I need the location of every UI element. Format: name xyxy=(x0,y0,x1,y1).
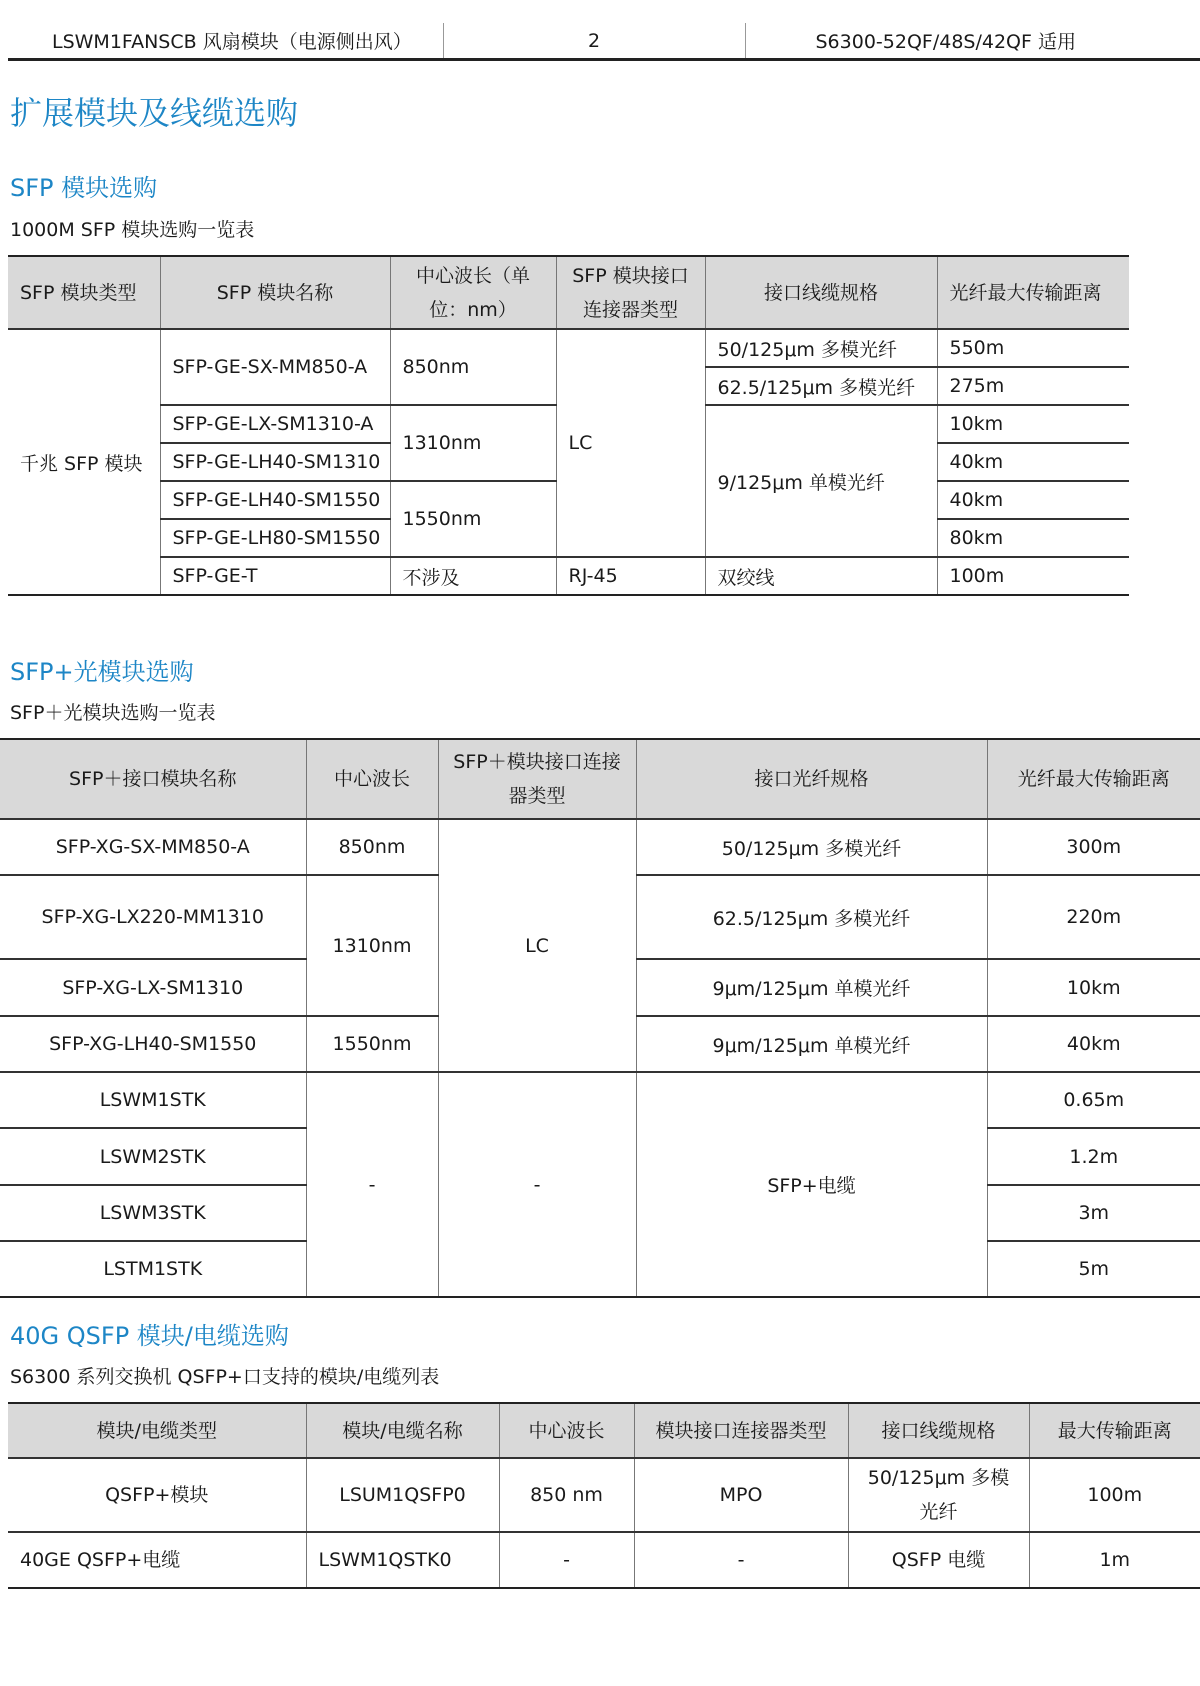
wavelength-cell: - xyxy=(499,1532,634,1588)
cable-cell: 9μm/125μm 单模光纤 xyxy=(636,959,987,1016)
wavelength-cell: 1550nm xyxy=(306,1016,438,1072)
column-header: 最大传输距离 xyxy=(1029,1403,1200,1458)
column-header: 模块接口连接器类型 xyxy=(634,1403,848,1458)
page-number: 2 xyxy=(443,23,745,60)
connector-cell: - xyxy=(438,1072,636,1297)
page-title: 扩展模块及线缆选购 xyxy=(10,94,299,132)
column-header: 接口光纤规格 xyxy=(636,739,987,819)
table-row xyxy=(8,557,1129,595)
module-name-cell: SFP-GE-LH40-SM1310 xyxy=(160,443,390,481)
section-heading-sfp: SFP 模块选购 xyxy=(10,174,158,202)
section-heading-sfp-plus: SFP+光模块选购 xyxy=(10,658,194,686)
module-type-cell: 千兆 SFP 模块 xyxy=(8,329,160,595)
distance-cell: 100m xyxy=(937,557,1129,595)
cable-cell: 62.5/125μm 多模光纤 xyxy=(705,367,937,405)
module-name-cell: LSTM1STK xyxy=(0,1241,306,1297)
cable-cell: 50/125μm 多模光纤 xyxy=(705,329,937,367)
wavelength-cell: - xyxy=(306,1072,438,1297)
connector-cell: MPO xyxy=(634,1458,848,1532)
column-header: 中心波长 xyxy=(499,1403,634,1458)
wavelength-cell: 1550nm xyxy=(390,481,556,557)
column-header: 光纤最大传输距离 xyxy=(987,739,1200,819)
wavelength-cell: 不涉及 xyxy=(390,557,556,595)
connector-cell: - xyxy=(634,1532,848,1588)
wavelength-cell: 850 nm xyxy=(499,1458,634,1532)
module-name-cell: SFP-GE-LH40-SM1550 xyxy=(160,481,390,519)
column-header: SFP 模块接口连接器类型 xyxy=(556,256,705,329)
distance-cell: 1.2m xyxy=(987,1128,1200,1185)
cable-cell: SFP+电缆 xyxy=(636,1072,987,1297)
wavelength-cell: 850nm xyxy=(390,329,556,405)
column-header: 中心波长 xyxy=(306,739,438,819)
module-name-cell: SFP-XG-LH40-SM1550 xyxy=(0,1016,306,1072)
table-caption-qsfp: S6300 系列交换机 QSFP+口支持的模块/电缆列表 xyxy=(10,1366,440,1388)
table-row xyxy=(8,1458,1200,1532)
cable-cell: 50/125μm 多模光纤 xyxy=(848,1458,1029,1532)
table-row xyxy=(8,1532,1200,1588)
sfp-plus-module-table xyxy=(0,738,1200,1298)
module-type-cell: 40GE QSFP+电缆 xyxy=(8,1532,306,1588)
wavelength-cell: 1310nm xyxy=(306,875,438,1016)
qsfp-module-table xyxy=(8,1402,1200,1589)
header-applies-to: S6300-52QF/48S/42QF 适用 xyxy=(745,23,1200,60)
column-header: SFP＋模块接口连接器类型 xyxy=(438,739,636,819)
distance-cell: 220m xyxy=(987,875,1200,959)
module-name-cell: SFP-GE-LH80-SM1550 xyxy=(160,519,390,557)
module-name-cell: SFP-XG-SX-MM850-A xyxy=(0,819,306,875)
table-caption-sfp-plus: SFP＋光模块选购一览表 xyxy=(10,702,216,724)
distance-cell: 300m xyxy=(987,819,1200,875)
distance-cell: 1m xyxy=(1029,1532,1200,1588)
column-header: 光纤最大传输距离 xyxy=(937,256,1129,329)
distance-cell: 10km xyxy=(937,405,1129,443)
connector-cell: LC xyxy=(438,819,636,1072)
distance-cell: 0.65m xyxy=(987,1072,1200,1128)
module-name-cell: SFP-GE-T xyxy=(160,557,390,595)
table-row xyxy=(0,819,1200,875)
module-type-cell: QSFP+模块 xyxy=(8,1458,306,1532)
distance-cell: 275m xyxy=(937,367,1129,405)
module-name-cell: LSUM1QSFP0 xyxy=(306,1458,499,1532)
distance-cell: 40km xyxy=(937,481,1129,519)
module-name-cell: LSWM1STK xyxy=(0,1072,306,1128)
distance-cell: 40km xyxy=(937,443,1129,481)
distance-cell: 550m xyxy=(937,329,1129,367)
wavelength-cell: 850nm xyxy=(306,819,438,875)
module-name-cell: SFP-XG-LX-SM1310 xyxy=(0,959,306,1016)
module-name-cell: SFP-GE-SX-MM850-A xyxy=(160,329,390,405)
cable-cell: 50/125μm 多模光纤 xyxy=(636,819,987,875)
sfp-module-table xyxy=(8,255,1129,596)
column-header: SFP 模块类型 xyxy=(8,256,160,329)
header-product: LSWM1FANSCB 风扇模块（电源侧出风） xyxy=(8,23,443,60)
module-name-cell: SFP-XG-LX220-MM1310 xyxy=(0,875,306,959)
column-header: SFP 模块名称 xyxy=(160,256,390,329)
section-heading-qsfp: 40G QSFP 模块/电缆选购 xyxy=(10,1322,289,1350)
module-name-cell: SFP-GE-LX-SM1310-A xyxy=(160,405,390,443)
distance-cell: 3m xyxy=(987,1185,1200,1241)
cable-cell: 双绞线 xyxy=(705,557,937,595)
connector-cell: RJ-45 xyxy=(556,557,705,595)
module-name-cell: LSWM2STK xyxy=(0,1128,306,1185)
cable-cell: QSFP 电缆 xyxy=(848,1532,1029,1588)
distance-cell: 100m xyxy=(1029,1458,1200,1532)
column-header: 中心波长（单位：nm） xyxy=(390,256,556,329)
distance-cell: 5m xyxy=(987,1241,1200,1297)
wavelength-cell: 1310nm xyxy=(390,405,556,481)
cable-cell: 9μm/125μm 单模光纤 xyxy=(636,1016,987,1072)
column-header: 模块/电缆类型 xyxy=(8,1403,306,1458)
table-row xyxy=(0,1072,1200,1128)
cable-cell: 9/125μm 单模光纤 xyxy=(705,405,937,557)
page-header xyxy=(8,23,1200,61)
column-header: 接口线缆规格 xyxy=(848,1403,1029,1458)
table-caption-sfp: 1000M SFP 模块选购一览表 xyxy=(10,219,255,241)
distance-cell: 80km xyxy=(937,519,1129,557)
module-name-cell: LSWM3STK xyxy=(0,1185,306,1241)
module-name-cell: LSWM1QSTK0 xyxy=(306,1532,499,1588)
connector-cell: LC xyxy=(556,329,705,557)
table-row xyxy=(8,329,1129,367)
distance-cell: 40km xyxy=(987,1016,1200,1072)
cable-cell: 62.5/125μm 多模光纤 xyxy=(636,875,987,959)
distance-cell: 10km xyxy=(987,959,1200,1016)
column-header: 模块/电缆名称 xyxy=(306,1403,499,1458)
column-header: 接口线缆规格 xyxy=(705,256,937,329)
column-header: SFP＋接口模块名称 xyxy=(0,739,306,819)
